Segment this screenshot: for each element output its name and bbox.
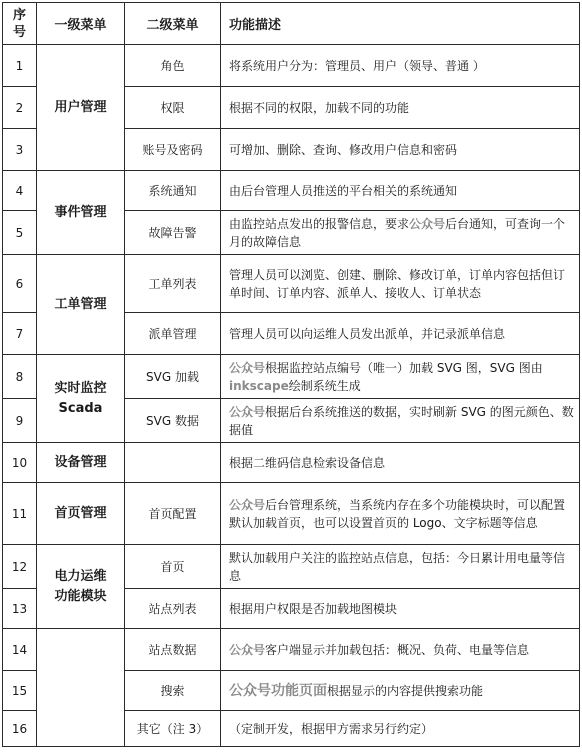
row-desc-part2: 绘制系统生成 — [288, 378, 361, 393]
watermark-gzh: 公众号 — [229, 360, 266, 375]
row-desc: 根据二维码信息检索设备信息 — [221, 443, 580, 483]
row-seq: 7 — [3, 313, 37, 355]
row-level2: 权限 — [125, 87, 221, 129]
group-home-mgmt: 首页管理 — [37, 483, 125, 545]
header-seq-line1: 序 — [12, 7, 26, 23]
row-level2: 搜索 — [125, 671, 221, 711]
header-level1: 一级菜单 — [37, 3, 125, 45]
row-desc: 由后台管理人员推送的平台相关的系统通知 — [221, 171, 580, 211]
watermark-func-page: 公众号功能页面 — [229, 682, 327, 699]
header-level2: 二级菜单 — [125, 3, 221, 45]
row-seq: 11 — [3, 483, 37, 545]
row-desc: 将系统用户分为：管理员、用户（领导、普通 ） — [221, 45, 580, 87]
row-seq: 14 — [3, 629, 37, 671]
table-row — [3, 629, 580, 671]
row-seq: 5 — [3, 211, 37, 255]
watermark-gzh: 公众号 — [409, 216, 446, 231]
row-seq: 3 — [3, 129, 37, 171]
row-desc-text: 根据显示的内容提供搜索功能 — [327, 683, 484, 698]
row-seq: 12 — [3, 545, 37, 589]
row-level2: 站点数据 — [125, 629, 221, 671]
group-order-mgmt: 工单管理 — [37, 255, 125, 355]
group-empty — [37, 629, 125, 747]
table-row — [3, 255, 580, 313]
watermark-gzh: 公众号 — [229, 404, 266, 419]
row-seq: 8 — [3, 355, 37, 399]
row-desc-text: 后台管理系统，当系统内存在多个功能模块时，可以配置默认加载首页，也可以设置首页的 Logo、文字标题等信息 — [229, 497, 566, 530]
row-desc — [221, 483, 580, 545]
row-level2: 工单列表 — [125, 255, 221, 313]
row-level2: 系统通知 — [125, 171, 221, 211]
row-seq: 1 — [3, 45, 37, 87]
group-power-line2: 功能模块 — [54, 588, 107, 604]
group-power-ops — [37, 545, 125, 629]
row-level2: 其它（注 3） — [125, 711, 221, 747]
row-desc: 可增加、删除、查询、修改用户信息和密码 — [221, 129, 580, 171]
row-level2: SVG 数据 — [125, 399, 221, 443]
row-seq: 13 — [3, 589, 37, 629]
row-desc-text: 客户端显示并加载包括：概况、负荷、电量等信息 — [265, 642, 530, 657]
row-desc — [221, 355, 580, 399]
row-desc: （定制开发，根据甲方需求另行约定） — [221, 711, 580, 747]
row-level2: 派单管理 — [125, 313, 221, 355]
row-desc-part1: 由监控站点发出的报警信息，要求 — [229, 216, 410, 231]
table-row — [3, 483, 580, 545]
group-device-mgmt: 设备管理 — [37, 443, 125, 483]
table-row — [3, 443, 580, 483]
row-desc: 默认加载用户关注的监控站点信息，包括：今日累计用电量等信息 — [221, 545, 580, 589]
row-seq: 9 — [3, 399, 37, 443]
row-desc: 根据不同的权限，加载不同的功能 — [221, 87, 580, 129]
row-desc — [221, 671, 580, 711]
row-desc-part1: 根据监控站点编号（唯一）加载 SVG 图，SVG 图由 — [265, 360, 543, 375]
function-menu-table — [2, 2, 580, 747]
header-desc: 功能描述 — [221, 3, 580, 45]
watermark-inkscape: inkscape — [229, 378, 289, 393]
row-seq: 4 — [3, 171, 37, 211]
row-desc — [221, 629, 580, 671]
row-desc — [221, 211, 580, 255]
table-row — [3, 355, 580, 399]
row-level2-empty — [125, 443, 221, 483]
row-desc-text: 根据后台系统推送的数据，实时刷新 SVG 的图元颜色、数据值 — [229, 404, 574, 437]
group-user-mgmt: 用户管理 — [37, 45, 125, 171]
row-level2: 角色 — [125, 45, 221, 87]
row-desc: 根据用户权限是否加载地图模块 — [221, 589, 580, 629]
table-row — [3, 45, 580, 87]
row-level2: SVG 加载 — [125, 355, 221, 399]
row-seq: 16 — [3, 711, 37, 747]
row-seq: 15 — [3, 671, 37, 711]
row-seq: 10 — [3, 443, 37, 483]
row-level2: 站点列表 — [125, 589, 221, 629]
table-header-row — [3, 3, 580, 45]
row-level2: 首页配置 — [125, 483, 221, 545]
row-level2: 故障告警 — [125, 211, 221, 255]
table-row — [3, 545, 580, 589]
group-realtime-line1: 实时监控 — [54, 380, 107, 396]
row-desc: 管理人员可以向运维人员发出派单，并记录派单信息 — [221, 313, 580, 355]
header-seq — [3, 3, 37, 45]
watermark-gzh: 公众号 — [229, 642, 266, 657]
row-seq: 2 — [3, 87, 37, 129]
row-desc — [221, 399, 580, 443]
group-realtime-line2: Scada — [58, 400, 103, 416]
row-seq: 6 — [3, 255, 37, 313]
header-seq-line2: 号 — [12, 24, 26, 40]
table-row — [3, 171, 580, 211]
row-level2: 首页 — [125, 545, 221, 589]
group-realtime — [37, 355, 125, 443]
group-power-line1: 电力运维 — [54, 568, 107, 584]
row-desc-part2: 后台通知，可查询一个月的故障信息 — [229, 216, 566, 249]
row-level2: 账号及密码 — [125, 129, 221, 171]
group-event-mgmt: 事件管理 — [37, 171, 125, 255]
row-desc: 管理人员可以浏览、创建、删除、修改订单，订单内容包括但订单时间、订单内容、派单人、接收人、订单状态 — [221, 255, 580, 313]
watermark-gzh: 公众号 — [229, 497, 266, 512]
